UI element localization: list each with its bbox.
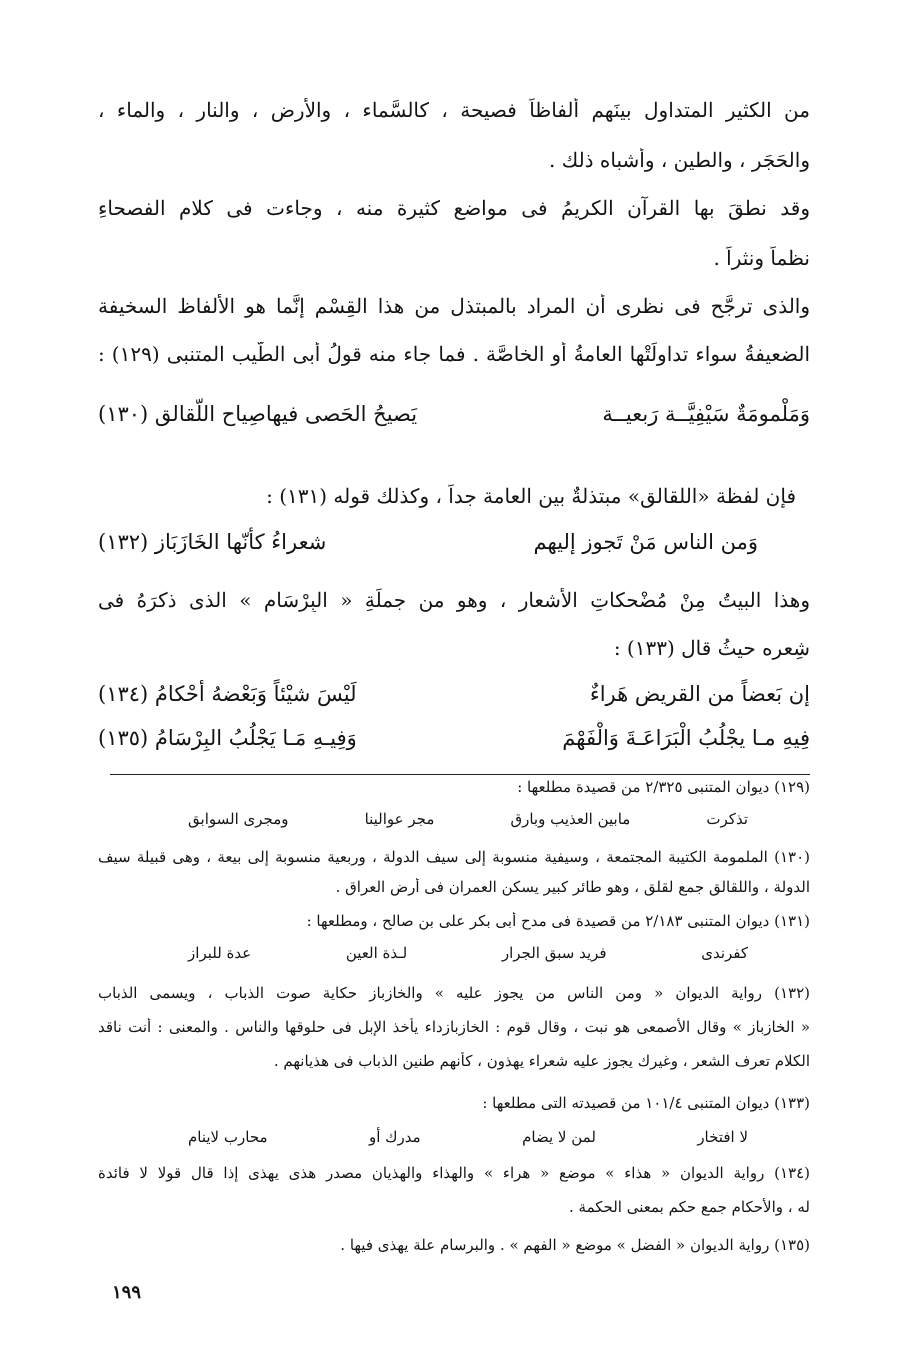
footnote-129-verse-part: مابين العذيب وبارق <box>510 810 631 828</box>
footnote-131-verse-part: عدة للبراز <box>188 944 252 962</box>
footnote-129-verse <box>188 810 748 828</box>
footnote-129-verse-part: ومجرى السوابق <box>188 810 289 828</box>
footnote-132-line-1: (١٣٢) رواية الديوان « ومن الناس من يجوز عليه » والخازباز حكاية صوت الذباب ، ويسمى الذباب <box>98 984 810 1002</box>
verse-134-first-hemistich: إن بَعضاً من القريض هَراءٌ <box>589 682 810 706</box>
footnote-131-verse-part: فريد سبق الجرار <box>501 944 607 962</box>
verse-130-first-hemistich: وَمَلْمومَةٌ سَيْفِيَّــة رَبعيــة <box>602 402 810 426</box>
footnote-134-line-2: له ، والأحكام جمع حكم بمعنى الحكمة . <box>569 1198 810 1216</box>
verse-130 <box>98 402 810 426</box>
footnote-131-verse-part: لـذة العين <box>345 944 408 962</box>
verse-132-first-hemistich: وَمن الناس مَنْ تَجوز إليهم <box>533 530 758 554</box>
footnote-132-line-3: الكلام تعرف الشعر ، وغيرك يجوز عليه شعراء يهذون ، كأنهم طنين الذباب فى هذيانهم . <box>273 1052 810 1070</box>
footnote-130-line-2: الدولة ، واللقالق جمع لقلق ، وهو طائر كبير يسكن العمران فى أرض العراق . <box>335 878 810 896</box>
footnote-133-verse-part: مدرك أو <box>368 1128 421 1146</box>
verse-130-second-hemistich: يَصيحُ الحَصى فيهاصِياح اللّقالق (١٣٠) <box>98 402 418 426</box>
footnote-135: (١٣٥) رواية الديوان « الفضل » موضع « الفهم » . والبرسام علة يهذى فيها . <box>340 1236 810 1254</box>
footnote-131: (١٣١) ديوان المتنبى ٢/١٨٣ من قصيدة فى مدح أبى بكر على بن صالح ، ومطلعها : <box>306 912 810 930</box>
verse-132 <box>98 530 758 554</box>
verse-135 <box>98 726 810 750</box>
body-line-6: الضعيفةُ سواء تداولَتْها العامةُ أو الخاصَّة . فما جاء منه قولُ أبى الطَّيب المتنبى (١٢٩) : <box>98 342 810 366</box>
footnote-133-verse <box>188 1128 748 1146</box>
footnote-131-verse-part: كفرندى <box>701 944 748 962</box>
body-line-9: شِعره حيثُ قال (١٣٣) : <box>613 636 810 660</box>
body-line-2: والحَجَر ، والطين ، وأشباه ذلك . <box>549 148 810 172</box>
body-line-7: فإن لفظة «اللقالق» مبتذلةٌ بين العامة جداً ، وكذلك قوله (١٣١) : <box>266 484 796 508</box>
body-line-4: نظماً ونثراً . <box>713 246 810 270</box>
verse-132-second-hemistich: شعراءُ كأنّها الخَازَبَاز (١٣٢) <box>98 530 327 554</box>
verse-135-second-hemistich: وَفِيـهِ مَـا يَجْلُبُ البِرْسَامُ (١٣٥) <box>98 726 357 750</box>
footnote-133: (١٣٣) ديوان المتنبى ١٠١/٤ من قصيدته التى مطلعها : <box>482 1094 810 1112</box>
footnote-129-verse-part: مجر عوالينا <box>364 810 435 828</box>
footnote-separator <box>110 774 810 775</box>
body-line-8: وهذا البيتُ مِنْ مُضْحكاتِ الأشعار ، وهو من جملَةِ « البِرْسَام » الذى ذكرَهُ فى <box>98 588 810 612</box>
footnote-130-line-1: (١٣٠) الملمومة الكتيبة المجتمعة ، وسيفية منسوبة إلى سيف الدولة ، وربعية منسوبة إلى بيعة ، وهى قبيلة سيف <box>98 848 810 866</box>
footnote-133-verse-part: لمن لا يضام <box>522 1128 596 1146</box>
body-line-1: من الكثير المتداولِ بينَهم ألفاظاً فصيحة ، كالسَّماء ، والأرض ، والنار ، والماء ، <box>98 98 810 122</box>
body-line-5: والذى ترجَّح فى نظرى أن المراد بالمبتذلِ من هذا القِسْم إنَّما هو الألفاظ السخيفة <box>98 294 810 318</box>
footnote-134-line-1: (١٣٤) رواية الديوان « هذاء » موضع « هراء » والهذاء والهذيان مصدر هذى يهذى إذا قال قولا لا فائدة <box>98 1164 810 1182</box>
verse-135-first-hemistich: فِيهِ مـا يجْلُبُ الْبَرَاعَـةَ وَالْفَهْمَ <box>562 726 810 750</box>
verse-134 <box>98 682 810 706</box>
page-number: ١٩٩ <box>112 1282 142 1303</box>
verse-134-second-hemistich: لَيْسَ شيْئاً وَبَعْضهُ أحْكامُ (١٣٤) <box>98 682 357 706</box>
footnote-133-verse-part: لا افتخار <box>697 1128 748 1146</box>
footnote-131-verse <box>188 944 748 962</box>
footnote-129-verse-part: تذكرت <box>706 810 748 828</box>
footnote-129: (١٢٩) ديوان المتنبى ٢/٣٢٥ من قصيدة مطلعها : <box>517 778 810 796</box>
footnote-132-line-2: « الخازباز » وقال الأصمعى هو نبت ، وقال قوم : الخازبازداء يأخذ الإبل فى حلوقها والناس . والمعنى : أنت ناقد <box>98 1018 810 1036</box>
body-line-3: وقد نطقَ بها القرآن الكريمُ فى مواضع كثيرة منه ، وجاءت فى كلام الفصحاءِ <box>98 196 810 220</box>
footnote-133-verse-part: محارب لاينام <box>188 1128 268 1146</box>
